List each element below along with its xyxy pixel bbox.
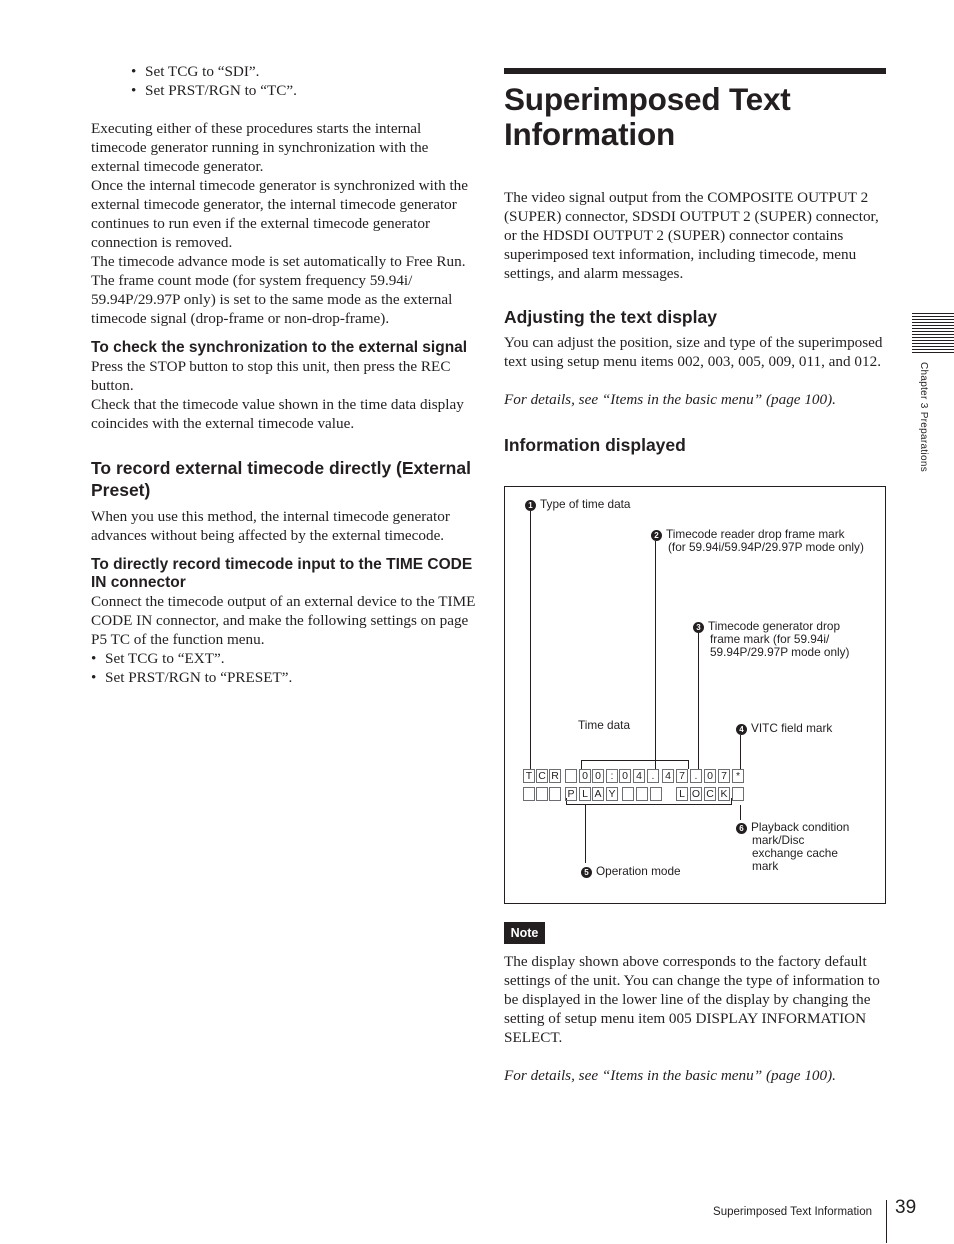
direct-record-heading: To directly record timecode input to the TIME CODE IN connector: [91, 556, 473, 591]
title-rule: [504, 68, 886, 74]
label-tc-reader-drop: 2 Timecode reader drop frame mark (for 59.94i/59.94P/29.97P mode only): [651, 528, 864, 554]
callout-number: 4: [736, 724, 747, 735]
display-bottom-cell: P: [565, 787, 577, 801]
left-column: [91, 62, 477, 687]
display-top-cell: T: [523, 769, 535, 783]
paragraph: When you use this method, the internal timecode generator advances without being affected by the external timecode.: [91, 508, 450, 544]
chapter-tab-stripes: [912, 313, 954, 353]
direct-bullet-list: [91, 649, 477, 687]
display-top-cell: [565, 769, 577, 783]
display-bottom-cell: A: [592, 787, 604, 801]
display-bottom-cell: C: [704, 787, 716, 801]
label-tc-generator-drop: 3 Timecode generator drop frame mark (for 59.94i/ 59.94P/29.97P mode only): [693, 620, 849, 659]
intro-paragraph: The video signal output from the COMPOSITE OUTPUT 2 (SUPER) connector, SDSDI OUTPUT 2 (SUPER) connector, or the HDSDI OUTPUT 2 (SUPER) connector contains superimposed text information, including timecode, menu settings, and alarm messages.: [504, 189, 879, 282]
paragraph: Once the internal timecode generator is synchronized with the external timecode generator, the internal timecode generator continues to run even if the external timecode generator connection is removed.: [91, 177, 469, 251]
label-operation-mode: 5 Operation mode: [581, 865, 681, 878]
time-data-bracket: [581, 760, 582, 769]
note-section: [504, 952, 886, 1085]
superimposed-display-diagram: [504, 486, 886, 904]
info-heading: Information displayed: [504, 435, 686, 455]
label-playback-condition: 6 Playback condition mark/Disc exchange cache mark: [736, 821, 849, 873]
display-top-cell: 7: [718, 769, 730, 783]
display-bottom-cell: [523, 787, 535, 801]
callout-number: 3: [693, 622, 704, 633]
paragraph: Press the STOP button to stop this unit, then press the REC button.: [91, 358, 451, 394]
callout-number: 5: [581, 867, 592, 878]
record-external-heading: To record external timecode directly (External Preset): [91, 458, 471, 500]
display-bottom-cell: L: [676, 787, 688, 801]
note-badge: Note: [504, 922, 545, 944]
display-top-cell: 4: [662, 769, 674, 783]
check-sync-heading: To check the synchronization to the external signal: [91, 339, 468, 356]
note-paragraph: The display shown above corresponds to the factory default settings of the unit. You can change the type of information to be displayed in the lower line of the display by changing the setting of setup menu item 005 DISPLAY INFORMATION SELECT.: [504, 953, 880, 1046]
operation-mode-bracket: [566, 804, 732, 805]
intro-bullet-list: [131, 62, 477, 100]
display-bottom-cell: [549, 787, 561, 801]
leader-line: [698, 633, 699, 769]
label-vitc-field-mark: 4 VITC field mark: [736, 722, 832, 735]
display-top-cell: R: [549, 769, 561, 783]
right-column: [504, 68, 886, 456]
display-top-cell: .: [690, 769, 702, 783]
callout-number: 2: [651, 530, 662, 541]
display-bottom-cell: K: [718, 787, 730, 801]
list-item: • Set TCG to “EXT”.: [91, 649, 477, 668]
list-item: • Set PRST/RGN to “PRESET”.: [91, 668, 477, 687]
display-top-cell: *: [732, 769, 744, 783]
adjust-heading: Adjusting the text display: [504, 307, 717, 327]
label-time-data: Time data: [578, 718, 631, 732]
callout-number: 6: [736, 823, 747, 834]
leader-line: [655, 541, 656, 769]
display-top-cell: 0: [619, 769, 631, 783]
chapter-tab-label: Chapter 3 Preparations: [918, 362, 929, 472]
reference-link[interactable]: For details, see “Items in the basic menu” (page 100).: [504, 1067, 836, 1084]
footer-section-title: Superimposed Text Information: [713, 1206, 872, 1218]
display-top-cell: 0: [579, 769, 591, 783]
display-top-cell: :: [606, 769, 618, 783]
paragraph: Connect the timecode output of an external device to the TIME CODE IN connector, and make the following settings on page P5 TC of the function menu.: [91, 593, 476, 648]
label-type-of-time-data: 1 Type of time data: [525, 498, 631, 511]
page-title: Superimposed Text Information: [504, 81, 791, 152]
callout-number: 1: [525, 500, 536, 511]
display-top-cell: 0: [704, 769, 716, 783]
paragraph: The timecode advance mode is set automatically to Free Run. The frame count mode (for system frequency 59.94i/ 59.94P/29.97P only) is set to the same mode as the external timecode signal (drop-frame or non-drop-frame).: [91, 253, 466, 327]
time-data-bracket: [581, 760, 689, 761]
display-bottom-cell: [650, 787, 662, 801]
time-data-bracket: [688, 760, 689, 769]
display-bottom-cell: [732, 787, 744, 801]
display-bottom-cell: L: [579, 787, 591, 801]
display-bottom-cell: [622, 787, 634, 801]
leader-line: [585, 805, 586, 863]
display-top-cell: C: [536, 769, 548, 783]
reference-link[interactable]: For details, see “Items in the basic menu” (page 100).: [504, 391, 836, 408]
display-top-cell: 7: [676, 769, 688, 783]
display-top-cell: .: [647, 769, 659, 783]
paragraph: You can adjust the position, size and type of the superimposed text using setup menu items 002, 003, 005, 009, 011, and 012.: [504, 334, 883, 370]
display-bottom-cell: O: [691, 788, 701, 800]
display-bottom-cell: [636, 787, 648, 801]
list-item: • Set PRST/RGN to “TC”.: [131, 81, 477, 100]
display-top-cell: 4: [633, 769, 645, 783]
display-top-cell: 0: [592, 769, 604, 783]
page-number: 39: [895, 1197, 917, 1218]
paragraph: Check that the timecode value shown in the time data display coincides with the external timecode value.: [91, 396, 464, 432]
leader-line: [740, 805, 741, 820]
leader-line: [740, 735, 741, 769]
display-bottom-cell: [536, 787, 548, 801]
footer-rule: [886, 1200, 887, 1243]
list-item: • Set TCG to “SDI”.: [131, 62, 477, 81]
leader-line: [530, 511, 531, 769]
paragraph: Executing either of these procedures starts the internal timecode generator running in synchronization with the external timecode generator.: [91, 120, 429, 175]
display-bottom-cell: Y: [606, 787, 618, 801]
